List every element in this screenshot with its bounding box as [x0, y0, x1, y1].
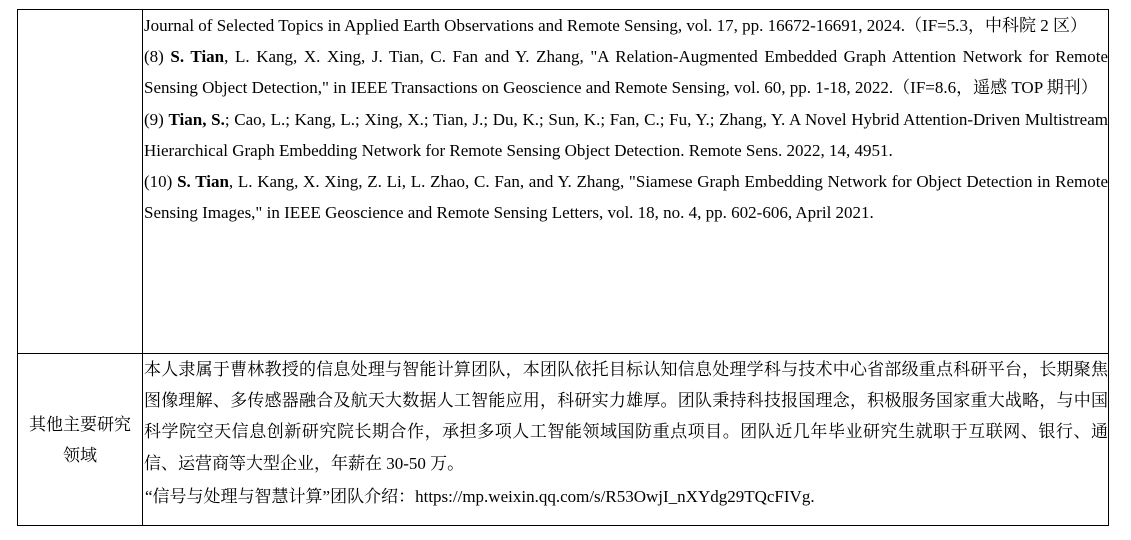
team-intro: “信号与处理与智慧计算”团队介绍：https://mp.weixin.qq.com/s/R53OwjI_nXYdg29TQcFIVg. — [145, 486, 815, 506]
document-table — [17, 9, 1109, 526]
other-research-row — [18, 354, 1109, 526]
bold-author: S. Tian — [177, 172, 229, 192]
references-row — [18, 10, 1109, 354]
team-description: 本人隶属于曹林教授的信息处理与智能计算团队，本团队依托目标认知信息处理学科与技术中心省部级重点科研平台，长期聚焦图像理解、多传感器融合及航天大数据人工智能应用，科研实力雄厚。团队秉持科技报国理念，积极服务国家重大战略，与中国科学院空天信息创新研究院长期合作，承担多项人工智能领域国防重点项目。团队近几年毕业研究生就职于互联网、银行、通信、运营商等大型企业，年薪在 30-50 万。 — [144, 360, 1108, 473]
references-cell — [143, 10, 1109, 354]
reference-entry-7-continued: Journal of Selected Topics in Applied Earth Observations and Remote Sensing, vol. 17, pp. 16672-16691, 2024.（IF=5.3，中科院 2 区） — [144, 16, 1087, 35]
reference-entry-9: (9) Tian, S.; Cao, L.; Kang, L.; Xing, X.; Tian, J.; Du, K.; Sun, K.; Fan, C.; Fu, Y.; Zhang, Y. A Novel Hybrid Attention-Driven Multistream Hierarchical Graph Embedding Network for Remote Sensing Object Detection. Remote Sens. 2022, 14, 4951. — [144, 109, 1108, 160]
reference-entry-8: (8) S. Tian, L. Kang, X. Xing, J. Tian, C. Fan and Y. Zhang, "A Relation-Augmented Embedded Graph Attention Network for Remote Sensing Object Detection," in IEEE Transactions on Geoscience and Remote Sensing, vol. 60, pp. 1-18, 2022.（IF=8.6，遥感 TOP 期刊） — [144, 47, 1109, 98]
reference-entry-10: (10) S. Tian, L. Kang, X. Xing, Z. Li, L. Zhao, C. Fan, and Y. Zhang, "Siamese Graph Embedding Network for Object Detection in Remote Sensing Images," in IEEE Geoscience and Remote Sensing Letters, vol. 18, no. 4, pp. 602-606, April 2021. — [144, 172, 1109, 223]
references-label-cell — [18, 10, 143, 354]
label-line-1: 其他主要研究 — [29, 414, 131, 434]
bold-author: S. Tian — [170, 47, 225, 67]
other-research-label — [18, 354, 143, 526]
other-research-content — [143, 354, 1109, 526]
bold-author: Tian, S. — [168, 109, 225, 129]
label-line-2: 领域 — [63, 445, 97, 465]
